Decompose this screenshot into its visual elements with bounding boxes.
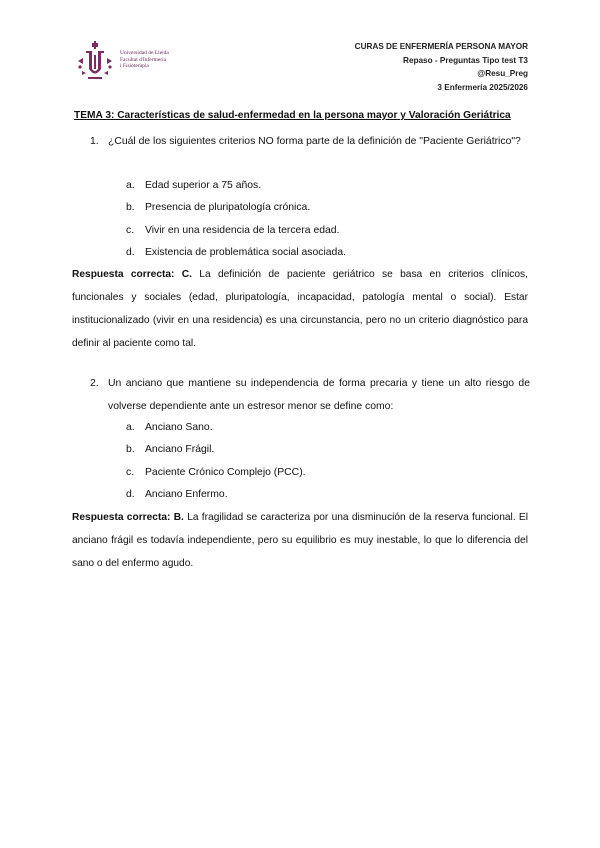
question-1 [90, 130, 530, 153]
option-letter: b. [126, 444, 135, 455]
question-1-option-a [126, 174, 261, 197]
option-text: Anciano Frágil. [145, 444, 215, 455]
question-1-option-d [126, 241, 346, 264]
logo-line: i Fisioteràpia [120, 63, 149, 69]
logo-line: Universidad de Lleida [120, 50, 169, 56]
option-letter: a. [126, 180, 135, 191]
option-letter: d. [126, 247, 135, 258]
option-letter: a. [126, 422, 135, 433]
university-crest-icon [74, 41, 116, 83]
option-letter: c. [126, 467, 135, 478]
question-stem: ¿Cuál de los siguientes criterios NO forma parte de la definición de "Paciente Geriátrico"? [108, 136, 521, 147]
option-text: Presencia de pluripatología crónica. [145, 202, 311, 213]
university-logo [74, 41, 194, 83]
question-2-option-b [126, 438, 214, 461]
logo-text [120, 50, 169, 70]
option-letter: d. [126, 489, 135, 500]
answer-explanation: La fragilidad se caracteriza por una disminución de la reserva funcional. El anciano frágil es todavía independiente, pero su equilibrio es muy inestable, lo que lo diferencia del sano o del enfermo agudo. [72, 512, 528, 569]
option-text: Vivir en una residencia de la tercera edad. [145, 225, 340, 236]
option-text: Anciano Sano. [145, 422, 213, 433]
author-handle: @Resu_Preg [477, 69, 528, 78]
question-2-option-d [126, 483, 228, 506]
question-2-option-c [126, 461, 306, 484]
option-letter: b. [126, 202, 135, 213]
question-number: 1. [90, 136, 99, 147]
course-year: 3 Enfermería 2025/2026 [437, 82, 528, 92]
question-2-option-a [126, 416, 213, 439]
answer-explanation: La definición de paciente geriátrico se basa en criterios clínicos, funcionales y sociales (edad, pluripatología, incapacidad, patología mental o social). Estar institucionalizado (vivir en una residencia) es una circunstancia, pero no un criterio diagnóstico para definir al paciente como tal. [72, 269, 528, 349]
answer-label: Respuesta correcta: C. [72, 269, 192, 280]
question-2 [90, 372, 530, 418]
page-title: TEMA 3: Características de salud-enfermedad en la persona mayor y Valoración Geriátrica [74, 110, 511, 121]
answer-label: Respuesta correcta: B. [72, 512, 184, 523]
document-header [355, 40, 528, 94]
question-2-answer [72, 506, 528, 575]
course-title: CURAS DE ENFERMERÍA PERSONA MAYOR [354, 42, 528, 51]
logo-line: Facultat d'Infermeria [120, 56, 167, 63]
question-1-option-b [126, 196, 310, 219]
option-text: Anciano Enfermo. [145, 489, 228, 500]
question-number: 2. [90, 378, 99, 389]
question-1-option-c [126, 219, 339, 242]
option-text: Edad superior a 75 años. [145, 180, 262, 191]
option-text: Paciente Crónico Complejo (PCC). [145, 467, 306, 478]
question-stem: Un anciano que mantiene su independencia de forma precaria y tiene un alto riesgo de volverse dependiente ante un estresor menor se define como: [108, 378, 530, 412]
option-text: Existencia de problemática social asociada. [145, 247, 346, 258]
question-1-answer [72, 263, 528, 355]
document-subtitle: Repaso - Preguntas Tipo test T3 [403, 55, 528, 65]
option-letter: c. [126, 225, 135, 236]
